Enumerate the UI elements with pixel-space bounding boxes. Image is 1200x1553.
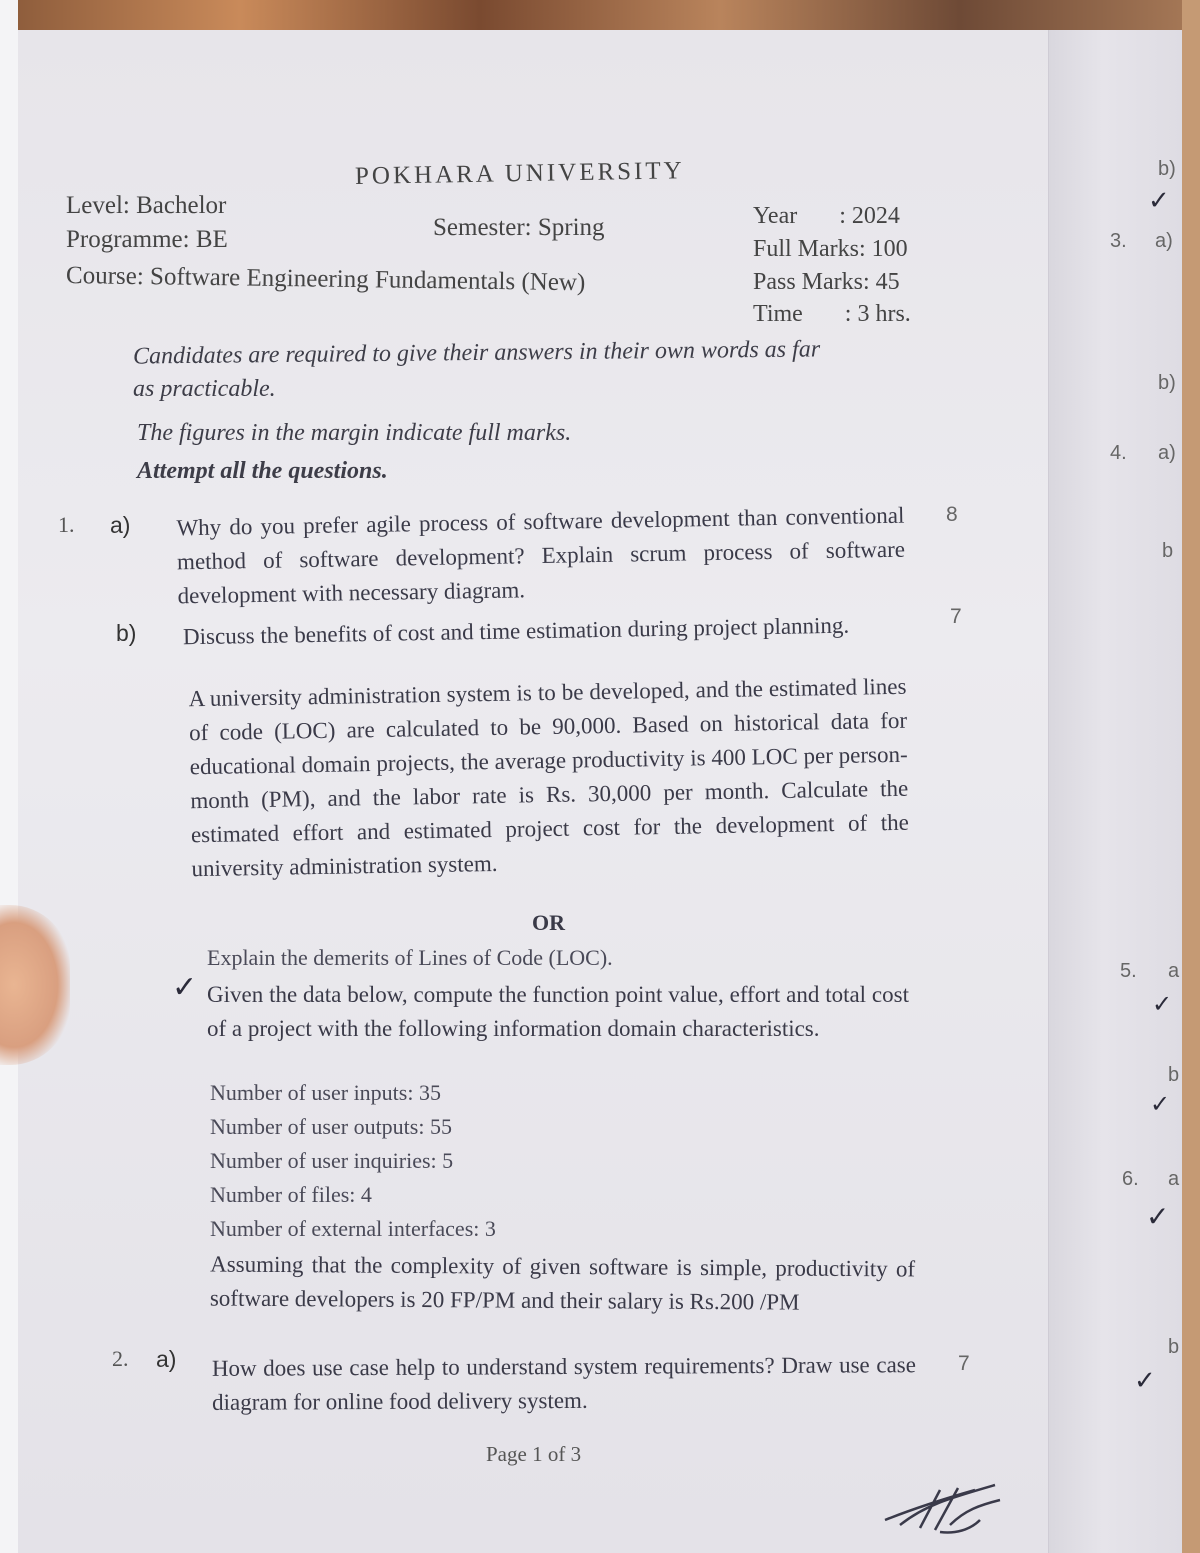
- background-right: [1182, 0, 1200, 1553]
- programme: Programme: BE: [66, 226, 228, 253]
- instruction-line-4: Attempt all the questions.: [137, 458, 388, 484]
- question-1b-text: Discuss the benefits of cost and time estimation during project planning.: [182, 612, 850, 650]
- question-2a-label: a): [156, 1346, 177, 1372]
- next-page-edge: [1048, 30, 1183, 1553]
- margin-label: b: [1168, 1336, 1180, 1358]
- question-2a-text: How does use case help to understand system requirements? Draw use case diagram for online food delivery system.: [211, 1352, 916, 1415]
- margin-label: a: [1168, 1168, 1180, 1190]
- question-1-number: 1.: [58, 512, 75, 537]
- margin-label: 6.: [1122, 1168, 1139, 1190]
- year: Year : 2024: [753, 203, 900, 229]
- instruction-line-1: Candidates are required to give their answers in their own words as far: [132, 336, 821, 370]
- time: Time : 3 hrs.: [753, 301, 911, 327]
- question-1b-label: b): [116, 620, 137, 646]
- margin-label: a): [1158, 442, 1176, 464]
- full-marks: Full Marks: 100: [753, 236, 908, 262]
- alt-question-line: Explain the demerits of Lines of Code (LOC).: [207, 945, 613, 970]
- background-left: [0, 0, 18, 1553]
- margin-label: 5.: [1120, 960, 1137, 982]
- margin-label: 3.: [1110, 230, 1127, 252]
- check-mark-icon: ✓: [1150, 1090, 1171, 1118]
- check-mark-icon: ✓: [1146, 1200, 1170, 1233]
- question-1b-marks: 7: [950, 605, 962, 628]
- pass-marks: Pass Marks: 45: [753, 269, 900, 295]
- question-2a-marks: 7: [958, 1352, 970, 1375]
- item-external-interfaces: Number of external interfaces: 3: [210, 1216, 496, 1241]
- item-files: Number of files: 4: [210, 1182, 372, 1207]
- item-user-inquiries: Number of user inquiries: 5: [210, 1148, 454, 1173]
- question-1b-problem: A university administration system is to be developed, and the estimated lines of code (LOC) are calculated to be 90,000. Based on historical data for educational domain projects, the average productivity is 400 LOC per person-month (PM), and the labor rate is Rs. 30,000 per month. Calculate the estimated effort and estimated project cost for the development of the university administration system.: [188, 673, 910, 882]
- margin-label: a: [1168, 960, 1180, 982]
- course: Course: Software Engineering Fundamentals (New): [65, 262, 586, 297]
- item-user-inputs: Number of user inputs: 35: [210, 1080, 441, 1105]
- check-mark-icon: ✓: [1134, 1366, 1156, 1396]
- check-mark-icon: ✓: [1148, 186, 1170, 216]
- instruction-line-2: as practicable.: [133, 376, 276, 402]
- or-separator: OR: [532, 910, 565, 935]
- margin-label: b: [1168, 1064, 1180, 1086]
- question-2-number: 2.: [112, 1346, 129, 1371]
- university-title: POKHARA UNIVERSITY: [354, 157, 685, 190]
- margin-label: a): [1155, 230, 1173, 252]
- question-1a-marks: 8: [946, 503, 958, 526]
- margin-label: b: [1162, 540, 1174, 562]
- margin-label: b): [1158, 158, 1176, 180]
- semester: Semester: Spring: [433, 214, 605, 241]
- signature-scribble: [880, 1470, 1010, 1540]
- alt-question-paragraph: Given the data below, compute the function point value, effort and total cost of a project with the following information domain characteristics.: [207, 982, 909, 1041]
- margin-label: b): [1158, 372, 1176, 394]
- instruction-line-3: The figures in the margin indicate full marks.: [137, 420, 572, 446]
- page-number: Page 1 of 3: [486, 1442, 582, 1466]
- check-mark-icon: ✓: [1152, 990, 1173, 1018]
- level: Level: Bachelor: [66, 192, 227, 219]
- question-1a-label: a): [110, 512, 131, 538]
- question-1a-text: Why do you prefer agile process of software development than conventional method of software development? Explain scrum process of software development with necessary diagram.: [176, 502, 906, 609]
- assumption-text: Assuming that the complexity of given software is simple, productivity of software developers is 20 FP/PM and their salary is Rs.200 /PM: [209, 1251, 916, 1315]
- item-user-outputs: Number of user outputs: 55: [210, 1114, 452, 1139]
- margin-label: 4.: [1110, 442, 1127, 464]
- check-mark-icon: ✓: [172, 970, 198, 1005]
